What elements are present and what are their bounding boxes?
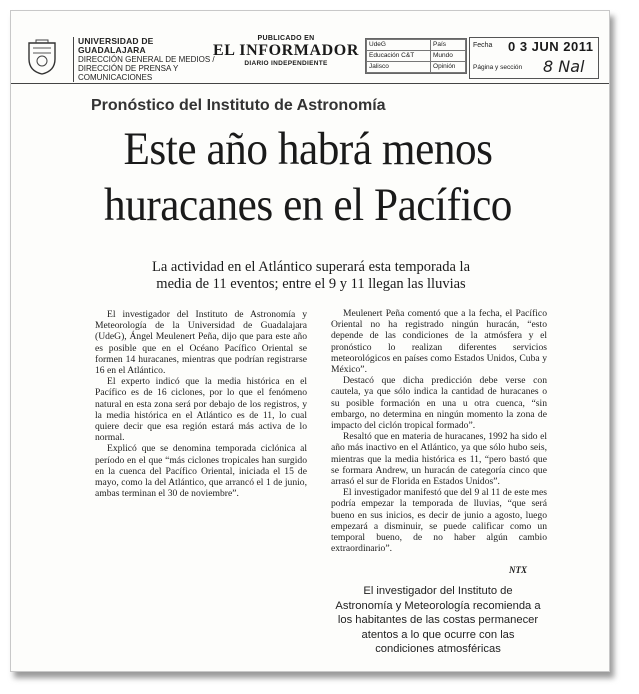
category-cell: Educación C&T (367, 51, 431, 62)
paragraph: El investigador manifestó que del 9 al 11 de este mes podría empezar la temporada de lluvias, “que será bueno en sus inicios, es decir de junio a agosto, luego empezará a disminuir, se puede calificar como un temporal bueno, de no haber algún cambio extraordinario”. (331, 487, 547, 555)
category-cell: UdeG (367, 40, 431, 51)
article-kicker: Pronóstico del Instituto de Astronomía (91, 97, 386, 114)
headline-line-1: Este año habrá menos (123, 123, 493, 175)
paragraph: Destacó que dicha predicción debe verse con cautela, ya que sólo indica la cantidad de huracanes o su posible formación en una u otra cuenca, “sin embargo, no determina en ningún momento la zona de impacto del ciclón tropical formado”. (331, 375, 547, 432)
department-line-2: DIRECCIÓN DE PRENSA Y (78, 64, 179, 73)
paragraph: Meulenert Peña comentó que a la fecha, el Pacífico Oriental no ha registrado ningún huracán, “esto depende de las condiciones de la atmósfera y el pronóstico lo realizan diferentes servicios meteorológicos en países como Estados Unidos, Cuba y México”. (331, 308, 547, 376)
category-row (367, 51, 466, 62)
department-line-1: DIRECCIÓN GENERAL DE MEDIOS / (78, 55, 215, 64)
article-column-2 (331, 308, 547, 554)
newspaper-tagline: DIARIO INDEPENDIENTE (244, 60, 328, 67)
university-seal-icon (25, 39, 59, 75)
department-line-3: COMUNICACIONES (78, 73, 153, 82)
category-row (367, 40, 466, 51)
date-box (469, 37, 599, 79)
paragraph: Resaltó que en materia de huracanes, 1992 ha sido el año más inactivo en el Atlántico, ya que sólo hubo seis, mientras que la media histórica es 11, “pero bastó que se formara Andrew, un huracán de categoría cinco que arrasó el sur de Florida en Estados Unidos”. (331, 431, 547, 488)
date-label: Fecha (473, 42, 493, 49)
newspaper-name: EL INFORMADOR (212, 42, 360, 59)
article-subheadline (121, 259, 501, 293)
pull-quote: El investigador del Instituto de Astronomía y Meteorología recomienda a los habitantes de las costas permanecer atentos a lo que ocurre con las condiciones atmosféricas (335, 585, 541, 655)
article-headline (92, 121, 524, 233)
category-cell: País (431, 40, 466, 51)
headline-line-2: huracanes en el Pacífico (104, 179, 512, 231)
paragraph: Explicó que se denomina temporada ciclónica al período en el que “más ciclones tropicales han surgido en la cuenca del Pacífico Oriental, iniciada el 15 de mayo, como la del Atlántico, que arrancó el 1 de junio, ambas terminan el 30 de noviembre”. (95, 443, 307, 500)
page-section-value: 8 Nal (543, 57, 585, 76)
category-cell: Opinión (431, 62, 466, 73)
agency-signature: NTX (509, 565, 527, 575)
paragraph: El investigador del Instituto de Astronomía y Meteorología de la Universidad de Guadalajara (UdeG), Ángel Meulenert Peña, dijo que para este año es posible que en el Océano Pacífico Oriental se formen 14 huracanes, mientras que podrían registrarse 16 en el Atlántico. (95, 309, 307, 377)
publication-block (211, 35, 361, 67)
clipping-header (11, 11, 610, 84)
paragraph: El experto indicó que la media histórica en el Pacífico es de 16 ciclones, por lo que el fenómeno natural en esta zona será por debajo de los registros, y la media histórica en el Atlántico es de 11, lo cual quiere decir que esa región estará más activa de lo normal. (95, 376, 307, 444)
university-name: UNIVERSIDAD DE GUADALAJARA (78, 36, 154, 55)
published-in-label: PUBLICADO EN (257, 35, 315, 42)
newspaper-clipping (10, 10, 610, 672)
category-cell: Mundo (431, 51, 466, 62)
page-section-label: Página y sección (473, 64, 523, 71)
article-column-1 (95, 309, 307, 499)
university-block (73, 37, 223, 82)
subheadline-line-1: La actividad en el Atlántico superará esta temporada la (151, 259, 471, 275)
subheadline-line-2: media de 11 eventos; entre el 9 y 11 llegan las lluvias (156, 276, 466, 292)
category-grid (365, 38, 467, 74)
category-row (367, 62, 466, 73)
category-cell: Jalisco (367, 62, 431, 73)
date-value: 0 3 JUN 2011 (508, 39, 594, 54)
